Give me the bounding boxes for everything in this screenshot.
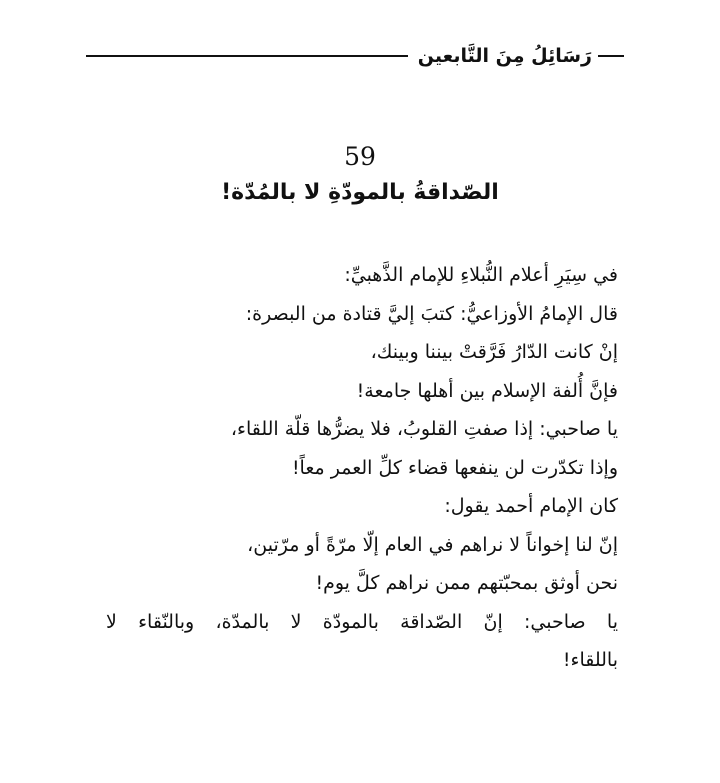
text-line: كان الإمام أحمد يقول: — [444, 495, 618, 517]
text-line: نحن أوثق بمحبّتهم ممن نراهم كلَّ يوم! — [315, 572, 618, 594]
text-line: إنّ لنا إخواناً لا نراهم في العام إلّا مرّةً أو مرّتين، — [247, 533, 618, 556]
body-text — [106, 256, 618, 680]
text-line: يا صاحبي: إنّ الصّداقة بالمودّة لا بالمدّة، وبالنّقاء لا — [106, 610, 618, 633]
text-line: إنْ كانت الدّارُ فَرَّقتْ بيننا وبينك، — [370, 341, 618, 363]
text-line: قال الإمامُ الأوزاعيُّ: كتبَ إليَّ قتادة من البصرة: — [245, 302, 618, 325]
text-line: باللقاء! — [562, 649, 618, 671]
text-line: وإذا تكدّرت لن ينفعها قضاء كلِّ العمر معاً! — [291, 456, 618, 479]
header-rule-right — [598, 55, 624, 57]
header-rule-left — [86, 55, 408, 57]
text-line: يا صاحبي: إذا صفتِ القلوبُ، فلا يضرُّها قلّة اللقاء، — [230, 418, 618, 440]
chapter-number: 59 — [344, 142, 376, 171]
text-line: فإنَّ أُلفة الإسلام بين أهلها جامعة! — [356, 379, 618, 402]
book-title: رَسَائِلُ مِنَ التَّابعين — [417, 45, 592, 67]
chapter-title: الصّداقةُ بالمودّةِ لا بالمُدّة! — [221, 180, 499, 205]
running-header — [86, 40, 624, 72]
text-line: في سِيَرِ أعلام النُّبلاءِ للإمام الذَّهبيِّ: — [344, 264, 618, 286]
